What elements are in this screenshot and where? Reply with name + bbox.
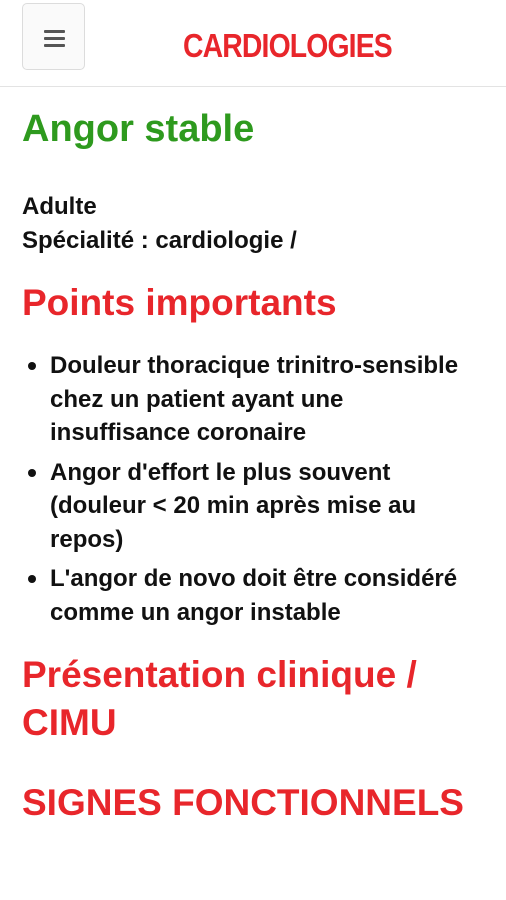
top-bar xyxy=(0,0,506,87)
list-item-text: Angor d'effort le plus souvent (douleur < 20 min après mise au repos) xyxy=(50,458,417,553)
hamburger-menu-icon xyxy=(44,30,65,33)
speciality-label: Spécialité : cardiologie / xyxy=(22,227,297,254)
article-meta xyxy=(22,190,484,258)
points-list xyxy=(22,349,484,629)
population-label: Adulte xyxy=(22,193,97,220)
list-item xyxy=(22,456,484,557)
article-content xyxy=(0,87,506,827)
list-item-text: L'angor de novo doit être considéré comme un angor instable xyxy=(50,565,458,626)
list-item-text: Douleur thoracique trinitro-sensible chez un patient ayant une insuffisance coronaire xyxy=(50,352,459,446)
section-title-signes: SIGNES FONCTIONNELS xyxy=(22,782,464,823)
hamburger-menu-icon-bar xyxy=(44,44,65,47)
menu-button[interactable] xyxy=(22,3,85,70)
list-item xyxy=(22,349,484,450)
hamburger-menu-icon-bar xyxy=(44,37,65,40)
page-title: Angor stable xyxy=(22,108,255,150)
list-item xyxy=(22,562,484,629)
bullet-icon xyxy=(28,469,36,477)
section-title-points: Points importants xyxy=(22,282,337,323)
bullet-icon xyxy=(28,362,36,370)
brand-logo[interactable]: CARDIOLOGIES xyxy=(183,27,392,64)
bullet-icon xyxy=(28,575,36,583)
section-title-clinique: Présentation clinique / CIMU xyxy=(22,654,417,743)
